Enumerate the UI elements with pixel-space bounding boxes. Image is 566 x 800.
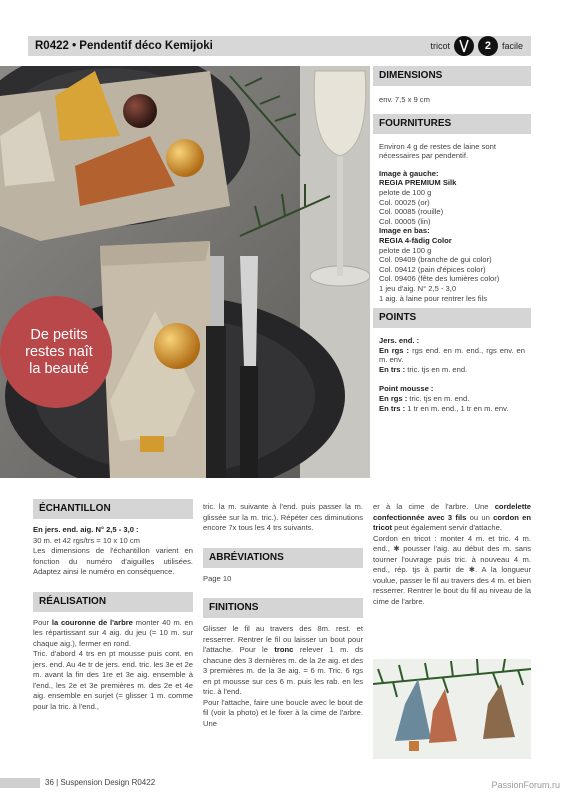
finitions-text-end: relever 1 m. ds chacune des 3 dernières m. de la 2e aig. et des 3 premières m. de la 3e aig. = 6 m. Tric. 6 rgs en pt mousse sur ces 6 m. puis les rab. en les tric. à l'end. [203,645,363,696]
realisation-intro-end: monter 40 m. en les répartissant sur 4 aig. du jeu (= 10 m. sur chaque aig.), fermer en rond. [33,617,193,648]
column-3 [373,502,531,607]
difficulty-badge: 2 [478,36,498,56]
realisation-intro [33,618,193,650]
garter-rows-text: tric. tjs en m. end. [407,394,470,404]
echantillon-needles: En jers. end. aig. N° 2,5 - 3,0 : [33,525,139,534]
fourniture-line: Col. 00085 (rouille) [379,207,444,217]
needles-icon [454,36,474,56]
dimensions-body [373,86,531,114]
points-heading: POINTS [373,308,531,328]
jersey-title: Jers. end. : [379,336,420,346]
pendants-illustration [373,659,531,759]
fourniture-line: nécessaires par pendentif. [379,151,469,161]
fourniture-line: Col. 00005 (lin) [379,216,431,226]
pull-quote-line: De petits [30,326,88,343]
garter-rows [379,394,525,404]
fourniture-line: pelote de 100 g [379,187,432,197]
fourniture-line: 1 aig. à laine pour rentrer les fils [379,293,488,303]
pull-quote-text [25,327,93,378]
column-3-prefix: er à la cime de l'arbre. Une [373,502,495,511]
jersey-rows-text: rgs end. en m. end., rgs env. en m. env. [379,345,525,365]
column-1 [33,499,193,712]
garter-rows-label: En rgs : [379,394,408,404]
finitions-text [203,624,363,698]
dimensions-text: env. 7,5 x 9 cm [379,95,430,104]
pull-quote-line: restes naît [25,343,93,360]
fourniture-line: Image en bas: [379,226,430,236]
fourniture-line: Image à gauche: [379,168,439,178]
garter-rounds-label: En trs : [379,403,406,413]
fournitures-body [373,134,531,309]
fourniture-line: Col. 00025 (or) [379,197,430,207]
fourniture-line [379,161,525,169]
finitions-text-bold: tronc [274,645,294,654]
cord-after: peut également servir d'attache. [391,523,502,532]
cord-bold-2: cordon en tricot [373,512,531,532]
realisation-heading: RÉALISATION [33,592,193,612]
abreviations-heading: ABRÉVIATIONS [203,548,363,568]
pull-quote-circle [0,296,112,408]
fourniture-line: Col. 09409 (branche de gui color) [379,255,492,265]
points-body [373,328,531,418]
cord-instructions: Cordon en tricot : monter 4 m. et tric. 4 m. end., ✱ pousser l'aig. au début des m. sans tourner l'ouvrage puis tric. à nouveau 4 m. end., rép. tjs à partir de ✱. A la longueur voulue, passer le fil au travers des 4 m. et bien resserrer. Rentrer le bout du fil au niveau de la cime de l'arbre. [373,533,531,606]
garter-title: Point mousse : [379,384,434,394]
page-header [28,36,531,56]
main-photo-illustration [0,66,370,478]
jersey-rounds [379,365,525,375]
fourniture-line: Environ 4 g de restes de laine sont [379,141,496,151]
jersey-rounds-text: tric. tjs en m. end. [405,364,468,374]
fourniture-line: Col. 09412 (pain d'épices color) [379,264,486,274]
pendants-photo [373,659,531,759]
echantillon-heading: ÉCHANTILLON [33,499,193,519]
difficulty-label: facile [501,41,523,51]
finitions-text-start: Glisser le fil au travers des 8m. rest. et resserrer. Rentrer le fil ou laisser un bout pour l'attache. Pour le [203,624,363,654]
watermark: PassionForum.ru [491,780,560,790]
finitions-text-2: Pour l'attache, faire une boucle avec le bout de fil (voir la photo) et le fixer à la cime de l'arbre. Une [203,697,363,728]
footer-bar [0,778,40,788]
column-2 [203,502,363,729]
pattern-title: R0422 • Pendentif déco Kemijoki [35,40,213,52]
cord-bold-1: cordelette confectionnée avec 3 fils [373,502,531,522]
pull-quote-line: la beauté [29,360,89,377]
fourniture-line: 1 jeu d'aig. N° 2,5 - 3,0 [379,283,457,293]
fournitures-heading: FOURNITURES [373,114,531,134]
page-footer: 36 | Suspension Design R0422 [45,778,156,787]
column-2-continuation: tric. la m. suivante à l'end. puis passer la m. glissée sur la m. tric.). Répéter ces diminutions encore 7x tous les 4 trs suivants. [203,502,363,532]
realisation-intro-bold: la couronne de l'arbre [51,617,133,627]
realisation-text: Tric. d'abord 4 trs en pt mousse puis cont. en jers. end. Au 4e tr de jers. end. tric. les 3e et 2e m. avant la fin des 1re et 3e aig. ensemble à l'end., les 2e et 3e premières m. des 2e et 4e aig. ensemble en surjet (= glisser 1 m. comme pour la tric. à l'end., [33,649,193,711]
finitions-heading: FINITIONS [203,598,363,618]
dimensions-heading: DIMENSIONS [373,66,531,86]
jersey-rounds-label: En trs : [379,364,406,374]
fourniture-line: pelote de 100 g [379,245,432,255]
fourniture-line: REGIA 4-fädig Color [379,235,452,245]
main-photo [0,66,370,478]
garter-rounds-text: 1 tr en m. end., 1 tr en m. env. [405,403,509,413]
jersey-rows [379,346,525,365]
fourniture-line: REGIA PREMIUM Silk [379,178,457,188]
echantillon-text: 30 m. et 42 rgs/trs = 10 x 10 cm Les dimensions de l'échantillon varient en fonction du numéro d'aiguilles utilisées. Adaptez ainsi le numéro en conséquence. [33,535,193,576]
fourniture-line: Col. 09406 (fête des lumières color) [379,274,500,284]
abreviations-text: Page 10 [203,573,232,583]
realisation-intro-start: Pour [33,617,52,627]
garter-rounds [379,404,525,414]
technique-label: tricot [430,41,450,51]
column-3-cord-text [373,502,531,534]
info-sidebar [373,66,531,418]
jersey-rows-label: En rgs : [379,345,410,355]
cord-mid: ou un [466,512,494,522]
